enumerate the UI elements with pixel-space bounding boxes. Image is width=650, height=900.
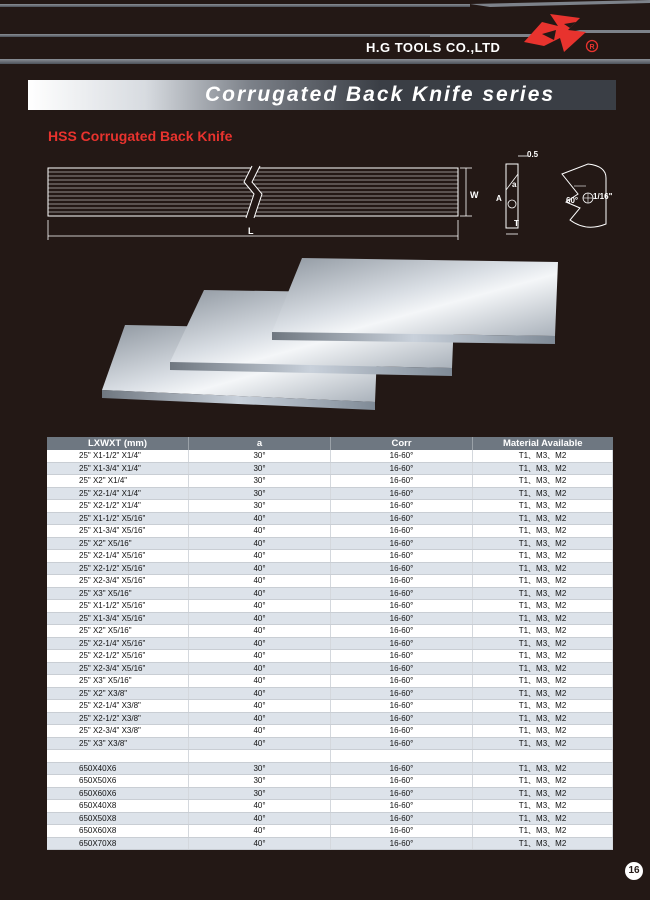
size-cell: 25" X1-3/4" X5/16" — [47, 525, 189, 538]
size-cell: 25" X1-3/4" X5/16" — [47, 612, 189, 625]
material-cell: T1、M3、M2 — [473, 450, 613, 462]
a-cell: 40° — [189, 562, 331, 575]
table-row — [47, 487, 613, 500]
table-row — [47, 800, 613, 813]
a-cell: 40° — [189, 837, 331, 850]
table-row — [47, 525, 613, 538]
corr-cell: 16-60° — [331, 637, 473, 650]
corr-cell: 16-60° — [331, 737, 473, 750]
company-logo-icon — [520, 12, 610, 56]
a-cell: 40° — [189, 550, 331, 563]
size-cell: 25" X2-3/4" X3/8" — [47, 725, 189, 738]
dim-label-l: L — [248, 226, 254, 236]
corr-cell: 16-60° — [331, 462, 473, 475]
table-row — [47, 812, 613, 825]
corr-cell: 16-60° — [331, 837, 473, 850]
corr-cell: 16-60° — [331, 600, 473, 613]
material-cell: T1、M3、M2 — [473, 575, 613, 588]
corr-cell: 16-60° — [331, 487, 473, 500]
size-cell: 25" X2-1/4" X5/16" — [47, 550, 189, 563]
table-row — [47, 700, 613, 713]
material-cell: T1、M3、M2 — [473, 600, 613, 613]
a-cell: 40° — [189, 725, 331, 738]
corr-cell: 16-60° — [331, 787, 473, 800]
corr-cell: 16-60° — [331, 650, 473, 663]
corr-cell: 16-60° — [331, 450, 473, 462]
material-cell: T1、M3、M2 — [473, 650, 613, 663]
table-row — [47, 750, 613, 763]
size-cell: 25" X2" X1/4" — [47, 475, 189, 488]
material-cell: T1、M3、M2 — [473, 725, 613, 738]
a-cell: 40° — [189, 812, 331, 825]
svg-text:R: R — [589, 44, 595, 51]
corr-cell: 16-60° — [331, 587, 473, 600]
a-cell: 40° — [189, 612, 331, 625]
material-cell: T1、M3、M2 — [473, 812, 613, 825]
size-cell: 25" X2" X3/8" — [47, 687, 189, 700]
size-cell: 650X40X6 — [47, 762, 189, 775]
size-cell: 25" X2" X5/16" — [47, 537, 189, 550]
a-cell: 40° — [189, 512, 331, 525]
table-row — [47, 662, 613, 675]
a-cell: 40° — [189, 687, 331, 700]
corr-cell: 16-60° — [331, 475, 473, 488]
material-cell: T1、M3、M2 — [473, 675, 613, 688]
a-cell: 40° — [189, 537, 331, 550]
a-cell: 40° — [189, 650, 331, 663]
page-number: 16 — [625, 862, 643, 880]
table-row — [47, 450, 613, 462]
material-cell: T1、M3、M2 — [473, 475, 613, 488]
material-cell: T1、M3、M2 — [473, 700, 613, 713]
material-cell: T1、M3、M2 — [473, 775, 613, 788]
size-cell: 650X60X6 — [47, 787, 189, 800]
material-cell: T1、M3、M2 — [473, 637, 613, 650]
a-cell: 40° — [189, 587, 331, 600]
a-cell: 40° — [189, 625, 331, 638]
size-cell: 25" X2-1/2" X5/16" — [47, 650, 189, 663]
material-cell: T1、M3、M2 — [473, 612, 613, 625]
material-cell: T1、M3、M2 — [473, 487, 613, 500]
size-cell: 25" X1-1/2" X1/4" — [47, 450, 189, 462]
corr-cell: 16-60° — [331, 775, 473, 788]
material-cell: T1、M3、M2 — [473, 525, 613, 538]
corr-cell: 16-60° — [331, 762, 473, 775]
material-cell: T1、M3、M2 — [473, 500, 613, 513]
material-cell: T1、M3、M2 — [473, 625, 613, 638]
size-cell: 25" X2-1/4" X3/8" — [47, 700, 189, 713]
a-cell: 40° — [189, 575, 331, 588]
a-cell: 40° — [189, 675, 331, 688]
corr-cell: 16-60° — [331, 612, 473, 625]
material-cell: T1、M3、M2 — [473, 787, 613, 800]
table-row — [47, 712, 613, 725]
corr-cell — [331, 750, 473, 763]
a-cell: 30° — [189, 475, 331, 488]
size-cell: 25" X3" X3/8" — [47, 737, 189, 750]
a-cell: 30° — [189, 775, 331, 788]
a-cell: 40° — [189, 800, 331, 813]
table-row — [47, 537, 613, 550]
a-cell: 30° — [189, 787, 331, 800]
corr-cell: 16-60° — [331, 687, 473, 700]
material-cell: T1、M3、M2 — [473, 462, 613, 475]
column-header-a: a — [189, 437, 331, 450]
a-cell: 40° — [189, 825, 331, 838]
corr-cell: 16-60° — [331, 537, 473, 550]
table-row — [47, 550, 613, 563]
corr-cell: 16-60° — [331, 800, 473, 813]
material-cell: T1、M3、M2 — [473, 662, 613, 675]
corr-cell: 16-60° — [331, 550, 473, 563]
size-cell: 25" X2" X5/16" — [47, 625, 189, 638]
size-cell: 25" X1-3/4" X1/4" — [47, 462, 189, 475]
table-row — [47, 512, 613, 525]
table-row — [47, 675, 613, 688]
material-cell — [473, 750, 613, 763]
knife-product-photo — [100, 250, 570, 420]
a-cell: 30° — [189, 487, 331, 500]
a-cell — [189, 750, 331, 763]
size-cell: 650X70X8 — [47, 837, 189, 850]
corr-cell: 16-60° — [331, 575, 473, 588]
corr-cell: 16-60° — [331, 675, 473, 688]
size-cell: 25" X3" X5/16" — [47, 587, 189, 600]
size-cell: 650X40X8 — [47, 800, 189, 813]
column-header-size: LXWXT (mm) — [47, 437, 189, 450]
page-title: Corrugated Back Knife series — [205, 83, 556, 106]
a-cell: 30° — [189, 462, 331, 475]
size-cell: 25" X2-1/4" X1/4" — [47, 487, 189, 500]
size-cell: 25" X2-1/2" X3/8" — [47, 712, 189, 725]
a-cell: 30° — [189, 762, 331, 775]
table-row — [47, 600, 613, 613]
size-cell — [47, 750, 189, 763]
size-cell: 25" X2-1/4" X5/16" — [47, 637, 189, 650]
corr-cell: 16-60° — [331, 662, 473, 675]
table-header-row — [47, 437, 613, 450]
material-cell: T1、M3、M2 — [473, 550, 613, 563]
a-cell: 30° — [189, 500, 331, 513]
a-cell: 30° — [189, 450, 331, 462]
table-row — [47, 775, 613, 788]
dim-label-05: 0.5 — [527, 150, 539, 159]
corr-cell: 16-60° — [331, 700, 473, 713]
column-header-corr: Corr — [331, 437, 473, 450]
a-cell: 40° — [189, 662, 331, 675]
a-cell: 40° — [189, 600, 331, 613]
size-cell: 25" X2-3/4" X5/16" — [47, 662, 189, 675]
material-cell: T1、M3、M2 — [473, 687, 613, 700]
column-header-material: Material Available — [473, 437, 613, 450]
corr-cell: 16-60° — [331, 625, 473, 638]
dim-label-a-upper: A — [496, 194, 502, 203]
table-row — [47, 575, 613, 588]
dim-label-w: W — [470, 190, 479, 200]
material-cell: T1、M3、M2 — [473, 512, 613, 525]
size-cell: 25" X3" X5/16" — [47, 675, 189, 688]
table-row — [47, 612, 613, 625]
size-cell: 25" X2-1/2" X5/16" — [47, 562, 189, 575]
corr-cell: 16-60° — [331, 712, 473, 725]
table-row — [47, 462, 613, 475]
table-row — [47, 650, 613, 663]
size-cell: 25" X1-1/2" X5/16" — [47, 600, 189, 613]
table-row — [47, 762, 613, 775]
table-row — [47, 500, 613, 513]
a-cell: 40° — [189, 637, 331, 650]
material-cell: T1、M3、M2 — [473, 837, 613, 850]
table-row — [47, 787, 613, 800]
dim-label-angle: 60° — [566, 196, 579, 205]
material-cell: T1、M3、M2 — [473, 712, 613, 725]
corr-cell: 16-60° — [331, 725, 473, 738]
a-cell: 40° — [189, 737, 331, 750]
dim-label-pitch: 1/16" — [593, 192, 613, 201]
table-row — [47, 637, 613, 650]
company-name: H.G TOOLS CO.,LTD — [366, 40, 501, 55]
a-cell: 40° — [189, 700, 331, 713]
table-row — [47, 562, 613, 575]
material-cell: T1、M3、M2 — [473, 737, 613, 750]
table-row — [47, 687, 613, 700]
table-row — [47, 737, 613, 750]
a-cell: 40° — [189, 525, 331, 538]
table-row — [47, 587, 613, 600]
material-cell: T1、M3、M2 — [473, 762, 613, 775]
size-cell: 25" X1-1/2" X5/16" — [47, 512, 189, 525]
size-cell: 25" X2-1/2" X1/4" — [47, 500, 189, 513]
corr-cell: 16-60° — [331, 512, 473, 525]
dim-label-t: T — [514, 219, 519, 228]
size-cell: 650X50X6 — [47, 775, 189, 788]
size-cell: 25" X2-3/4" X5/16" — [47, 575, 189, 588]
size-cell: 650X50X8 — [47, 812, 189, 825]
corr-cell: 16-60° — [331, 812, 473, 825]
size-cell: 650X60X8 — [47, 825, 189, 838]
corr-cell: 16-60° — [331, 500, 473, 513]
material-cell: T1、M3、M2 — [473, 537, 613, 550]
dim-label-a: a — [512, 180, 517, 189]
spec-table — [47, 437, 613, 850]
table-row — [47, 475, 613, 488]
a-cell: 40° — [189, 712, 331, 725]
table-row — [47, 725, 613, 738]
material-cell: T1、M3、M2 — [473, 587, 613, 600]
material-cell: T1、M3、M2 — [473, 562, 613, 575]
table-row — [47, 625, 613, 638]
section-subtitle: HSS Corrugated Back Knife — [48, 128, 233, 144]
corr-cell: 16-60° — [331, 825, 473, 838]
material-cell: T1、M3、M2 — [473, 800, 613, 813]
table-row — [47, 825, 613, 838]
corr-cell: 16-60° — [331, 525, 473, 538]
header-stripe-top — [0, 4, 470, 7]
material-cell: T1、M3、M2 — [473, 825, 613, 838]
table-row — [47, 837, 613, 850]
technical-drawing — [40, 148, 620, 243]
corr-cell: 16-60° — [331, 562, 473, 575]
